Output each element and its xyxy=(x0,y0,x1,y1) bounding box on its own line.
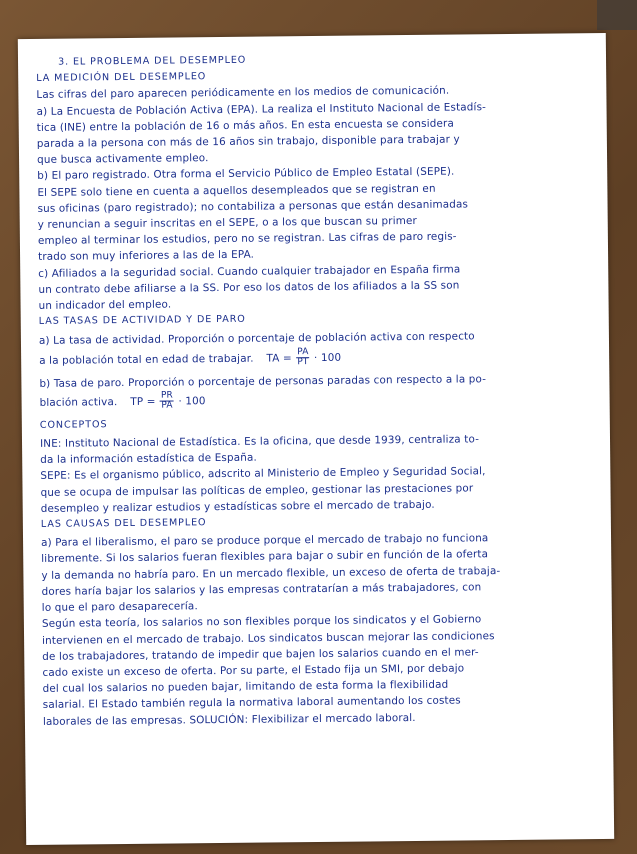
paper-sheet xyxy=(18,33,614,845)
text-line: b) Tasa de paro. Proporción o porcentaje de personas paradas con respecto a la po- xyxy=(39,372,487,390)
text-line: INE: Instituto Nacional de Estadística. Es la oficina, que desde 1939, centraliza to- xyxy=(39,433,480,450)
heading-tasas: LAS TASAS DE ACTIVIDAD Y DE PARO xyxy=(38,313,246,328)
formula-ta-denominator: PT xyxy=(297,357,309,368)
text-line: salarial. El Estado también regula la normativa laboral aumentando los costes xyxy=(42,694,461,712)
heading-medicion: LA MEDICIÓN DEL DESEMPLEO xyxy=(36,71,207,85)
formula-tp-fraction xyxy=(160,392,174,411)
desk-object xyxy=(597,0,637,30)
text-line: del cual los salarios no pueden bajar, limitando de esta forma la flexibilidad xyxy=(42,678,449,695)
text-line: dores haría bajar los salarios y las empresas contratarían a más trabajadores, con xyxy=(41,581,482,598)
formula-ta-label: TA = xyxy=(266,351,292,365)
text-line: a) Para el liberalismo, el paro se produce porque el mercado de trabajo no funciona xyxy=(41,532,489,550)
text-line: que busca activamente empleo. xyxy=(37,152,209,167)
text-line: que se ocupa de impulsar las políticas de empleo, gestionar las prestaciones por xyxy=(40,482,474,499)
text-line: y la demanda no habría paro. En un mercado flexible, un exceso de oferta de trabaja- xyxy=(41,564,501,582)
text-line: parada a la persona con más de 16 años sin trabajo, disponible para trabajar y xyxy=(36,133,460,150)
formula-ta-multiplier: · 100 xyxy=(313,351,342,364)
text-line: lo que el paro desaparecería. xyxy=(41,600,198,614)
text-line: SEPE: Es el organismo público, adscrito al Ministerio de Empleo y Seguridad Social, xyxy=(40,465,486,483)
text-line: y renuncian a seguir inscritas en el SEPE, o a los que buscan su primer xyxy=(37,214,418,231)
page-title: 3. EL PROBLEMA DEL DESEMPLEO xyxy=(57,54,247,68)
text-line: Las cifras del paro aparecen periódicamente en los medios de comunicación. xyxy=(36,84,450,102)
formula-tp-multiplier: · 100 xyxy=(178,395,206,408)
text-line: a) La Encuesta de Población Activa (EPA). La realiza el Instituto Nacional de Estadís- xyxy=(36,100,487,118)
formula-tp-label: TP = xyxy=(130,395,156,408)
heading-causas: LAS CAUSAS DEL DESEMPLEO xyxy=(40,517,207,530)
text-line: c) Afiliados a la seguridad social. Cuando cualquier trabajador en España firma xyxy=(38,263,461,280)
text-line: a la población total en edad de trabajar. xyxy=(39,352,254,367)
text-line: Según esta teoría, los salarios no son flexibles porque los sindicatos y el Gobierno xyxy=(41,613,482,631)
text-line: un contrato debe afiliarse a la SS. Por eso los datos de los afiliados a la SS son xyxy=(38,279,460,296)
text-line: tica (INE) entre la población de 16 o más años. En esta encuesta se considera xyxy=(36,117,455,134)
text-line: da la información estadística de España. xyxy=(40,451,257,467)
text-line: de los trabajadores, tratando de impedir que bajen los salarios cuando en el mer- xyxy=(42,646,479,663)
text-line: libremente. Si los salarios fueran flexibles para bajar o subir en función de la oferta xyxy=(41,548,489,566)
formula-tp-denominator: PA xyxy=(161,400,173,411)
text-line: trado son muy inferiores a las de la EPA. xyxy=(38,249,255,264)
text-line: cado existe un exceso de oferta. Por su parte, el Estado fija un SMI, por debajo xyxy=(42,662,465,679)
text-line: El SEPE solo tiene en cuenta a aquellos desempleados que se registran en xyxy=(37,182,436,199)
text-line: un indicador del empleo. xyxy=(38,298,172,312)
formula-line-tp xyxy=(39,386,589,414)
formula-ta-numerator: PA xyxy=(297,347,309,358)
formula-ta-fraction xyxy=(296,348,310,367)
text-line: laborales de las empresas. SOLUCIÓN: Flexibilizar el mercado laboral. xyxy=(42,711,416,728)
text-line: desempleo y realizar estudios y estadísticas sobre el mercado de trabajo. xyxy=(40,498,435,515)
text-line: blación activa. xyxy=(39,395,118,409)
text-line: empleo al terminar los estudios, pero no se registran. Las cifras de paro regis- xyxy=(37,230,457,248)
formula-tp-numerator: PR xyxy=(160,390,173,401)
text-line: intervienen en el mercado de trabajo. Los sindicatos buscan mejorar las condiciones xyxy=(42,629,495,647)
text-line: a) La tasa de actividad. Proporción o porcentaje de población activa con respecto xyxy=(38,330,475,348)
text-line: b) El paro registrado. Otra forma el Servicio Público de Empleo Estatal (SEPE). xyxy=(37,165,455,183)
text-line: sus oficinas (paro registrado); no contabiliza a personas que están desanimadas xyxy=(37,198,469,215)
heading-conceptos: CONCEPTOS xyxy=(39,419,108,431)
handwritten-notes xyxy=(36,49,593,729)
